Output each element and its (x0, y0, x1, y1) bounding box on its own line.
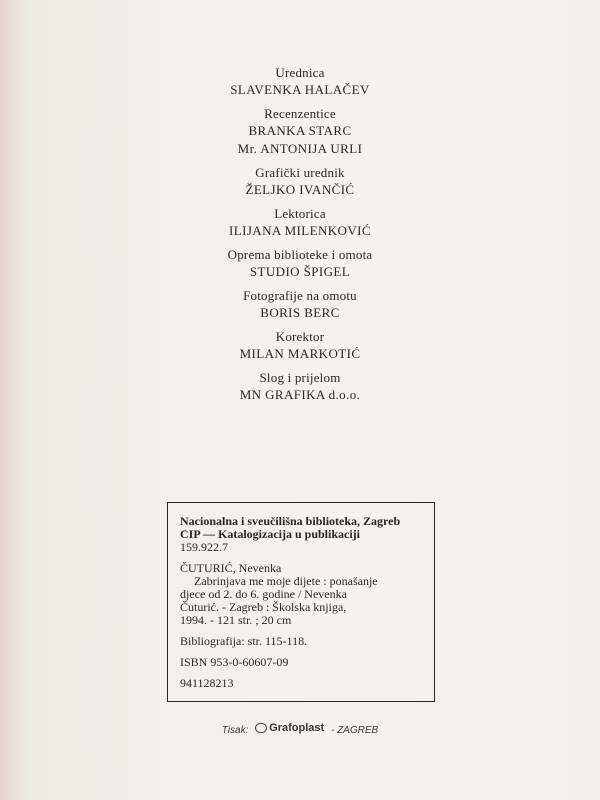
credit-role: Slog i prijelom (259, 370, 341, 385)
credit-name: BORIS BERC (260, 305, 340, 320)
printer-city: - ZAGREB (330, 725, 379, 736)
credit-proofreader (150, 205, 450, 240)
credit-role: Oprema biblioteke i omota (227, 247, 373, 262)
printer-line (0, 722, 600, 736)
printer-logo (255, 722, 324, 734)
credit-name: MILAN MARKOTIĆ (239, 346, 361, 361)
cip-author: ČUTURIĆ, Nevenka (180, 561, 282, 575)
credit-name: STUDIO ŠPIGEL (249, 264, 351, 279)
credit-corrector (150, 328, 450, 363)
credit-name: Mr. ANTONIJA URLI (237, 141, 363, 156)
cip-description-line: Zabrinjava me moje dijete : ponašanje (194, 574, 378, 588)
credit-role: Fotografije na omotu (243, 288, 357, 303)
cip-isbn: ISBN 953-0-60607-09 (180, 655, 289, 669)
credit-photos (150, 287, 450, 322)
cip-record-id: 941128213 (180, 676, 234, 690)
cip-bibliography: Bibliografija: str. 115-118. (180, 634, 308, 648)
credit-name: ŽELJKO IVANČIĆ (245, 182, 355, 197)
credit-name: MN GRAFIKA d.o.o. (239, 387, 361, 402)
credit-editor (150, 64, 450, 99)
credit-reviewers (150, 105, 450, 158)
page-edge-shadow (0, 0, 30, 800)
credit-role: Recenzentice (264, 106, 336, 121)
cip-description-line: Čuturić. - Zagreb : Školska knjiga, (180, 600, 347, 614)
credit-role: Grafički urednik (255, 165, 345, 180)
credit-design (150, 246, 450, 281)
cip-description-line: djece od 2. do 6. godine / Nevenka (180, 587, 347, 601)
cip-description-line: 1994. - 121 str. ; 20 cm (180, 613, 292, 627)
credit-name: ILIJANA MILENKOVIĆ (229, 223, 371, 238)
credits-list (150, 64, 450, 410)
cip-class-number: 159.922.7 (180, 540, 228, 554)
printer-name: Grafoplast (269, 722, 325, 734)
grafoplast-logo-icon (255, 723, 267, 733)
cip-record (167, 502, 435, 702)
credit-graphic-editor (150, 164, 450, 199)
cip-title: CIP — Katalogizacija u publikaciji (180, 527, 361, 541)
printer-label: Tisak: (221, 725, 249, 736)
credit-role: Korektor (275, 329, 325, 344)
credit-role: Urednica (275, 65, 325, 80)
cip-library: Nacionalna i sveučilišna biblioteka, Zagreb (180, 514, 401, 528)
credit-typesetting (150, 369, 450, 404)
credit-name: BRANKA STARC (248, 123, 352, 138)
credit-role: Lektorica (274, 206, 326, 221)
credit-name: SLAVENKA HALAČEV (230, 82, 370, 97)
